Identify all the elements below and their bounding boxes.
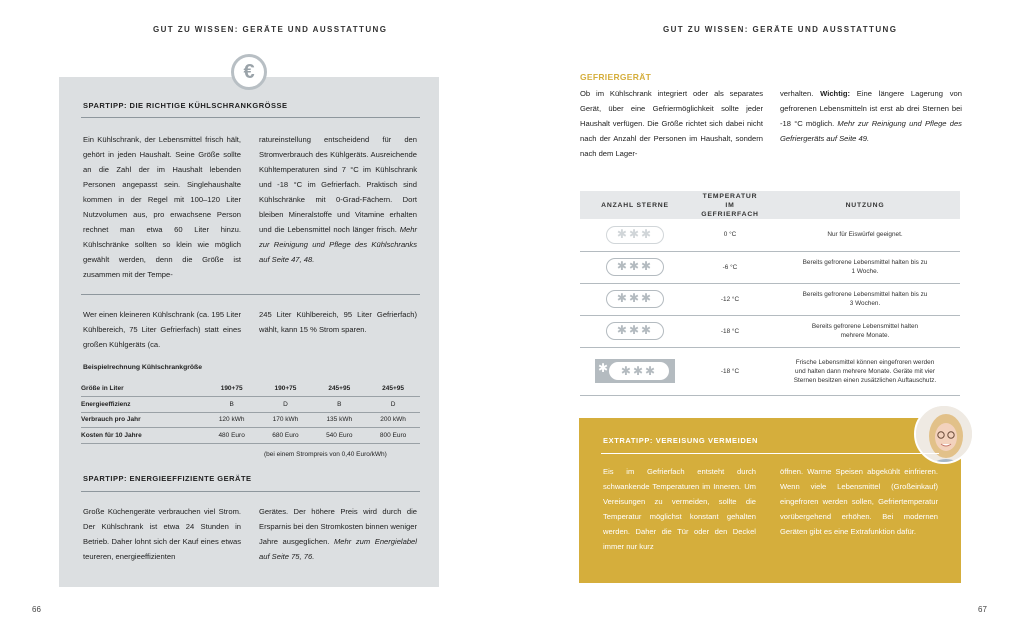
page-number-left: 66 <box>32 605 41 614</box>
table-row <box>580 315 960 347</box>
intro-col2-text-a: verhalten. <box>780 89 821 98</box>
star-icon-group: ✱✱✱ <box>606 258 664 276</box>
calc-cell: 680 Euro <box>259 428 313 444</box>
running-head-right: GUT ZU WISSEN: GERÄTE UND AUSSTATTUNG <box>663 25 898 34</box>
tip2-col2 <box>259 504 417 564</box>
calc-header: Größe in Liter <box>81 381 205 397</box>
tip1-col2-text: ratureinstellung entscheidend für den Stromverbrauch des Kühlgeräts. Ausreichende Kühltemperaturen sind 7 °C im Kühlschrank und -18 °C im Gefrierfach. Praktisch sind Kühlschränke mit 0-Grad-Fächern. Dort bleiben Mineralstoffe und Vitamine erhalten und die Lebensmittel noch länger frisch. <box>259 135 417 234</box>
page-number-right: 67 <box>978 605 987 614</box>
calc-cell: 135 kWh <box>312 412 366 428</box>
freezer-use: Frische Lebensmittel können eingefroren werden und halten dann mehrere Monate. Geräte mit vier Sternen besitzen einen zusätzlichen Auftauschutz. <box>770 347 960 395</box>
tip2-col2-text: Gerätes. Der höhere Preis wird durch die Ersparnis bei den Stromkosten binnen weniger Jahre ausgeglichen. <box>259 507 417 546</box>
freezer-use: Bereits gefrorene Lebensmittel halten mehrere Monate. <box>770 315 960 347</box>
divider <box>81 491 420 492</box>
calc-cell: 480 Euro <box>205 428 259 444</box>
calc-cell: B <box>312 397 366 413</box>
tip1-col2-ref: Mehr zur Reinigung und Pflege des Kühlschranks auf Seite 47, 48. <box>259 225 417 264</box>
author-avatar <box>914 404 974 464</box>
calc-cell: Verbrauch pro Jahr <box>81 412 205 428</box>
intro-col1: Ob im Kühlschrank integriert oder als separates Gerät, über eine Gefriermöglichkeit sollte jeder Haushalt verfügen. Die Größe richtet sich dabei nicht nach der Anzahl der Personen im Haushalt, sondern nach dem Lager- <box>580 89 763 158</box>
intro-col2-text-b: Eine längere Lagerung von gefrorenen Lebensmitteln ist erst ab drei Sternen bei -18 °C möglich. <box>780 89 962 128</box>
running-head-left: GUT ZU WISSEN: GERÄTE UND AUSSTATTUNG <box>153 25 388 34</box>
star-icon-group: ✱✱✱ <box>609 362 669 380</box>
freezer-temp: -6 °C <box>690 251 770 283</box>
tip2-col1: Große Küchengeräte verbrauchen viel Strom. Der Kühlschrank ist etwa 24 Stunden in Betrieb. Daher lohnt sich der Kauf eines etwas teureren, energieeffizienten <box>83 507 241 561</box>
calc-title: Beispielrechnung Kühlschrankgröße <box>83 364 202 371</box>
calc-cell: 120 kWh <box>205 412 259 428</box>
table-row <box>81 412 420 428</box>
tip1-col1: Ein Kühlschrank, der Lebensmittel frisch hält, gehört in jeden Haushalt. Seine Größe sollte an die Zahl der im Haushalt lebenden Personen angepasst sein. Singlehaushalte kommen in der Regel mit 100–120 Liter Nutzvolumen aus, pro erwachsene Person rechnet man etwa 60 Liter hinzu. Kühlschränke sollten so klein wie möglich gewählt werden, denn die Größe ist zusammen mit der Tempe- <box>83 135 241 279</box>
calc-header: 245+95 <box>366 381 420 397</box>
table-row <box>580 191 960 219</box>
extra-tip-col2: öffnen. Warme Speisen abgekühlt einfrieren. Wenn viele Lebensmittel (Großeinkauf) eingefroren werden sollen, Gefriertemperatur vorübergehend erhöhen. Bei modernen Geräten gibt es eine Extrafunktion dafür. <box>780 467 938 536</box>
freezer-use: Nur für Eiswürfel geeignet. <box>770 219 960 251</box>
extra-tip-heading: EXTRATIPP: VEREISUNG VERMEIDEN <box>603 436 758 445</box>
euro-icon: € <box>231 54 267 90</box>
star-icon-group: ✱✱✱ <box>606 226 664 244</box>
freezer-header: NUTZUNG <box>770 191 960 219</box>
calc-cell: 800 Euro <box>366 428 420 444</box>
table-row <box>580 283 960 315</box>
table-row <box>81 381 420 397</box>
freezer-temp: -18 °C <box>690 315 770 347</box>
star-icon-group: ✱✱✱ <box>606 322 664 340</box>
four-star-icon <box>595 359 675 383</box>
divider <box>601 453 939 454</box>
calc-cell: Kosten für 10 Jahre <box>81 428 205 444</box>
intro-col2 <box>780 86 962 146</box>
tip1-heading: SPARTIPP: DIE RICHTIGE KÜHLSCHRANKGRÖSSE <box>83 101 288 110</box>
tip1-col2 <box>259 132 417 267</box>
calc-header: 190+75 <box>205 381 259 397</box>
divider <box>81 117 420 118</box>
fourth-star-icon: ✱ <box>598 361 609 375</box>
tip2-col2-ref: Mehr zum Energielabel auf Seite 75, 76. <box>259 537 417 561</box>
section-title: GEFRIERGERÄT <box>580 72 652 82</box>
intro-col2-ref: Mehr zur Reinigung und Pflege des Gefriergeräts auf Seite 49. <box>780 119 962 143</box>
extra-tip-col1: Eis im Gefrierfach entsteht durch schwankende Temperaturen im Inneren. Um Vereisungen zu vermeiden, sollte die Temperatur möglichst konstant gehalten werden. Daher die Tür oder den Deckel immer nur kurz <box>603 467 756 551</box>
intro-col2-bold: Wichtig: <box>820 89 851 98</box>
calc-cell: D <box>259 397 313 413</box>
star-icon-group: ✱✱✱ <box>606 290 664 308</box>
calc-header: 190+75 <box>259 381 313 397</box>
freezer-header: TEMPERATUR IM GEFRIERFACH <box>690 191 770 219</box>
calc-cell: B <box>205 397 259 413</box>
calc-cell: 540 Euro <box>312 428 366 444</box>
calc-footnote: (bei einem Strompreis von 0,40 Euro/kWh) <box>264 451 387 458</box>
freezer-stars-table <box>580 191 960 396</box>
tip2-heading: SPARTIPP: ENERGIEEFFIZIENTE GERÄTE <box>83 474 252 483</box>
calc-cell: Energieeffizienz <box>81 397 205 413</box>
table-row <box>81 428 420 444</box>
freezer-temp: -12 °C <box>690 283 770 315</box>
table-row <box>580 251 960 283</box>
calc-header: 245+95 <box>312 381 366 397</box>
freezer-use: Bereits gefrorene Lebensmittel halten bis zu 3 Wochen. <box>770 283 960 315</box>
calc-cell: D <box>366 397 420 413</box>
calc-cell: 170 kWh <box>259 412 313 428</box>
freezer-temp: 0 °C <box>690 219 770 251</box>
divider <box>81 294 420 295</box>
freezer-use: Bereits gefrorene Lebensmittel halten bis zu 1 Woche. <box>770 251 960 283</box>
freezer-header: ANZAHL STERNE <box>580 191 690 219</box>
table-row <box>580 347 960 395</box>
calc-table <box>81 381 420 444</box>
tip1-col4: 245 Liter Kühlbereich, 95 Liter Gefrierfach) wählt, kann 15 % Strom sparen. <box>259 310 417 334</box>
tip1-col3: Wer einen kleineren Kühlschrank (ca. 195 Liter Kühlbereich, 75 Liter Gefrierfach) statt eines großen Kühlgeräts (ca. <box>83 310 241 349</box>
calc-cell: 200 kWh <box>366 412 420 428</box>
table-row <box>81 397 420 413</box>
freezer-temp: -18 °C <box>690 347 770 395</box>
table-row <box>580 219 960 251</box>
